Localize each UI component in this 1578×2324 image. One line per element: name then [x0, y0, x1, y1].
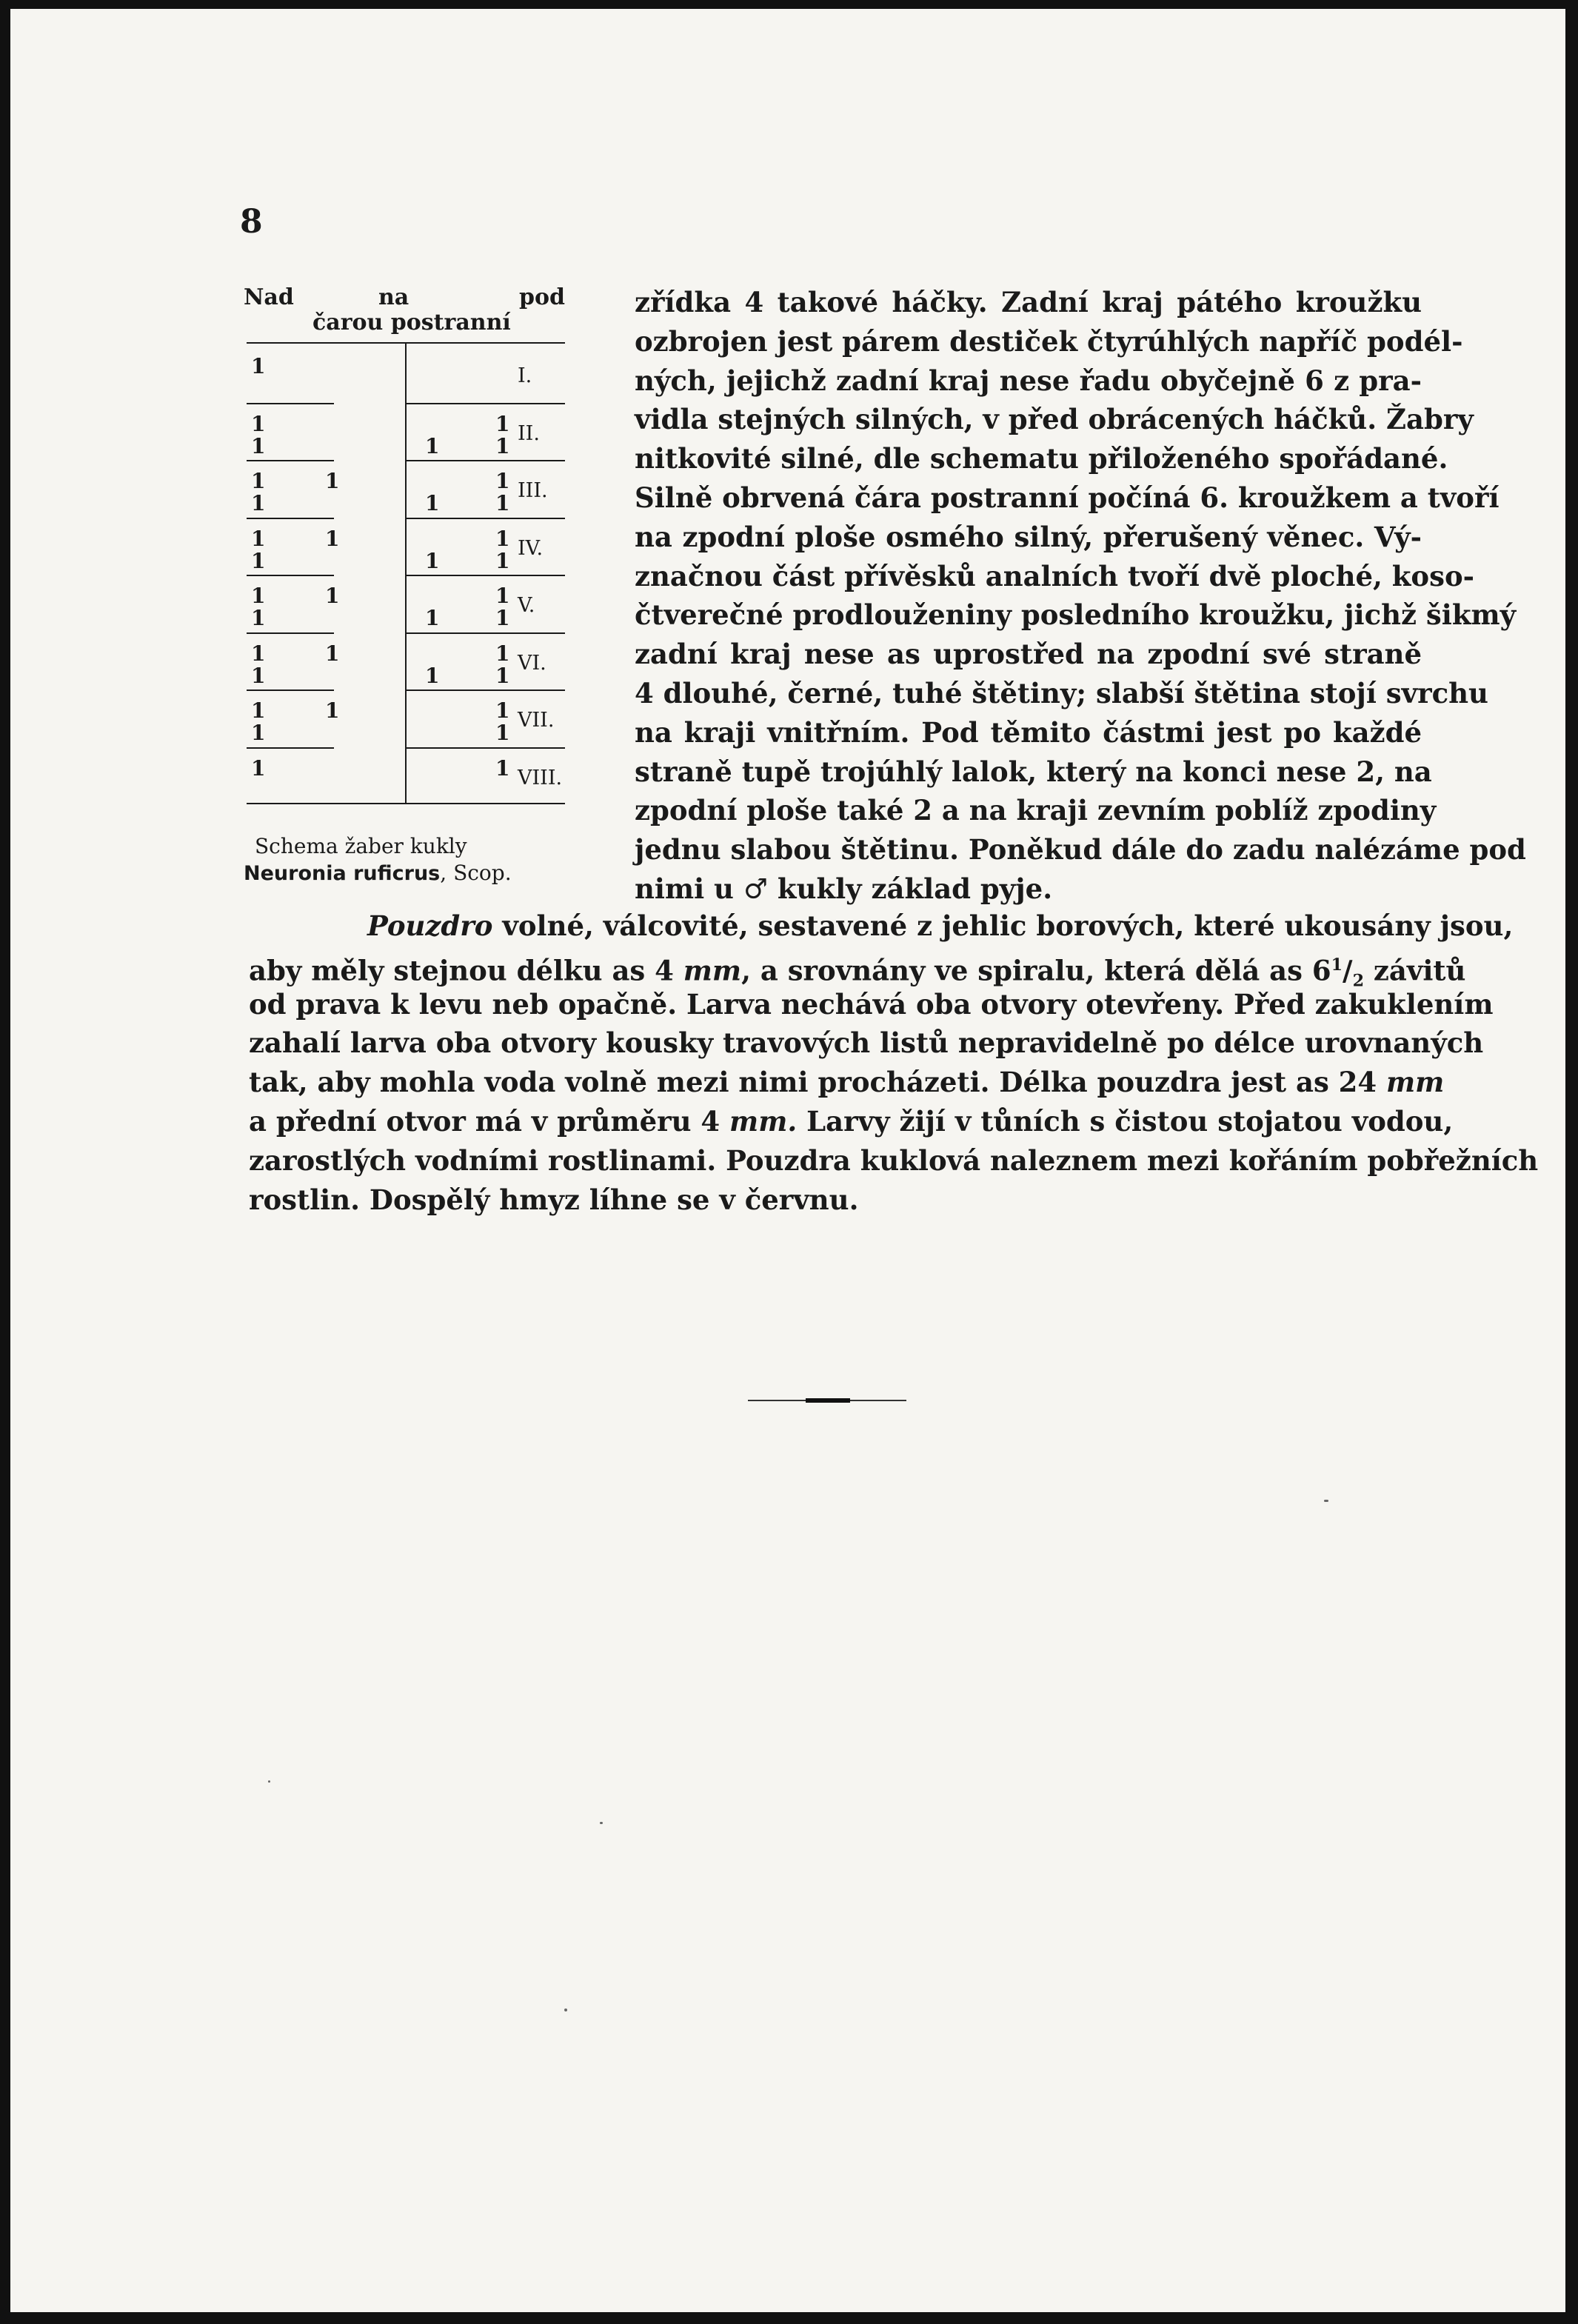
text-line: zřídka 4 takové háčky. Zadní kraj pátého kroužku [635, 286, 1422, 318]
schema-lateral-line [405, 344, 407, 803]
text-line: na kraji vnitřním. Pod těmito částmi jest po každé [635, 715, 1422, 749]
text-fragment: Larvy žijí v tůních s čistou stojatou vodou, [797, 1104, 1454, 1138]
schema-row-rule [247, 689, 334, 691]
gill-count: 1 [425, 491, 440, 515]
gill-count: 1 [495, 663, 510, 688]
speck [1324, 1500, 1328, 1502]
schema-row-rule [247, 403, 334, 404]
gill-count: 1 [251, 584, 266, 608]
gill-count: 1 [251, 606, 266, 630]
schema-row-rule [405, 575, 509, 576]
gill-count: 1 [425, 606, 440, 630]
schema-row-rule [405, 747, 509, 749]
segment-numeral: I. [518, 364, 532, 387]
gill-count: 1 [325, 469, 340, 493]
gill-count: 1 [495, 469, 510, 493]
paragraph-line: od prava k levu neb opačně. Larva nechává oba otvory otevřeny. Před zakuklením [249, 987, 1494, 1021]
italic-term: Pouzdro [367, 909, 493, 942]
gill-schema [236, 284, 577, 892]
right-column-text [635, 283, 1526, 909]
text-fragment: aby měly stejnou délku as 4 [249, 954, 683, 987]
gill-count: 1 [495, 433, 510, 458]
schema-row-rule [405, 518, 509, 519]
schema-bottom-rule [247, 803, 565, 804]
italic-unit: mm [683, 954, 742, 987]
species-author: , Scop. [440, 861, 512, 885]
schema-header-right: pod [519, 284, 565, 310]
schema-row-rule [247, 575, 334, 576]
italic-unit: mm. [729, 1104, 798, 1138]
gill-count: 1 [251, 354, 266, 378]
gill-count: 1 [251, 641, 266, 666]
text-fragment: závitů [1364, 954, 1466, 987]
gill-count: 1 [495, 584, 510, 608]
gill-count: 1 [425, 548, 440, 573]
text-line: čtverečné prodlouženiny posledního kroužku, jichž šikmý [635, 598, 1517, 632]
gill-count: 1 [251, 433, 266, 458]
text-line: 4 dlouhé, černé, tuhé štětiny; slabší štětina stojí svrchu [635, 676, 1488, 709]
page [10, 9, 1565, 2312]
gill-count: 1 [325, 641, 340, 666]
italic-unit: mm [1386, 1066, 1445, 1099]
paragraph-line: rostlin. Dospělý hmyz líhne se v červnu. [249, 1183, 859, 1216]
segment-numeral: VI. [518, 651, 546, 675]
gill-count: 1 [325, 584, 340, 608]
paragraph-line [249, 906, 1514, 946]
gill-count: 1 [251, 698, 266, 723]
schema-header-left: Nad [244, 284, 294, 310]
schema-species-line [244, 861, 512, 885]
gill-count: 1 [495, 755, 510, 781]
gill-count: 1 [495, 698, 510, 723]
speck [600, 1822, 603, 1824]
gill-count: 1 [325, 698, 340, 723]
paragraph-line [249, 1102, 1454, 1141]
segment-numeral: II. [518, 421, 540, 445]
species-name: Neuronia ruficrus [244, 862, 441, 885]
gill-count: 1 [495, 491, 510, 515]
text-line: vidla stejných silných, v před obrácených háčků. Žabry [635, 403, 1474, 436]
section-end-ornament [748, 1398, 906, 1403]
schema-row-rule [247, 518, 334, 519]
text-line: jednu slabou štětinu. Poněkud dále do zadu nalézáme pod [635, 833, 1526, 867]
gill-count: 1 [251, 755, 266, 781]
case-paragraph [249, 906, 1539, 1219]
text-line: Silně obrvená čára postranní počíná 6. kroužkem a tvoří [635, 481, 1500, 514]
schema-row-rule [247, 747, 334, 749]
gill-count: 1 [325, 526, 340, 551]
schema-row-rule [247, 460, 334, 461]
text-line-last [635, 869, 1422, 909]
gill-count: 1 [251, 721, 266, 745]
gill-count: 1 [251, 411, 266, 436]
page-number: 8 [240, 203, 263, 241]
text-fragment: nimi u [635, 872, 734, 905]
gill-count: 1 [495, 721, 510, 745]
gill-count: 1 [495, 526, 510, 551]
paragraph-line: zahalí larva oba otvory kousky travových listů nepravidelně po délce urovnaných [249, 1026, 1484, 1060]
ornament-thick-rule [806, 1398, 850, 1403]
segment-numeral: VII. [518, 709, 555, 732]
gill-count: 1 [251, 491, 266, 515]
schema-row-rule [509, 575, 565, 576]
schema-header-mid: na [378, 284, 409, 310]
text-line: značnou část přívěsků analních tvoří dvě ploché, koso- [635, 559, 1474, 592]
schema-row-rule [405, 403, 509, 404]
gill-count: 1 [251, 548, 266, 573]
schema-caption: Schema žaber kukly [255, 834, 467, 858]
gill-count: 1 [425, 663, 440, 688]
schema-row-rule [509, 518, 565, 519]
male-symbol-icon: ♂ [743, 872, 769, 905]
gill-count: 1 [495, 641, 510, 666]
text-line: zpodní ploše také 2 a na kraji zevním poblíž zpodiny [635, 794, 1437, 827]
schema-row-rule [509, 632, 565, 634]
text-line: zadní kraj nese as uprostřed na zpodní své straně [635, 638, 1422, 671]
gill-count: 1 [251, 526, 266, 551]
segment-numeral: III. [518, 479, 548, 502]
text-fragment: a přední otvor má v průměru 4 [249, 1104, 730, 1138]
text-fragment: , a srovnány ve spiralu, která dělá as 6 [741, 954, 1331, 987]
schema-row-rule [509, 403, 565, 404]
text-line: ozbrojen jest párem destiček čtyrúhlých napříč podél- [635, 324, 1463, 358]
text-fragment: volné, válcovité, sestavené z jehlic borových, které ukousány jsou, [492, 909, 1514, 942]
gill-count: 1 [251, 663, 266, 688]
fraction-denominator: 2 [1352, 971, 1365, 991]
schema-row-rule [509, 460, 565, 461]
text-line: nitkovité silné, dle schematu přiloženého spořádané. [635, 442, 1448, 475]
segment-numeral: V. [518, 594, 535, 617]
fraction-slash: / [1343, 954, 1353, 987]
gill-count: 1 [251, 469, 266, 493]
text-line: straně tupě trojúhlý lalok, který na konci nese 2, na [635, 755, 1432, 788]
gill-count: 1 [495, 606, 510, 630]
paragraph-line [249, 1063, 1445, 1102]
gill-count: 1 [495, 411, 510, 436]
schema-header-sub: čarou postranní [312, 310, 511, 335]
speck [564, 2009, 567, 2011]
schema-row-rule [405, 632, 509, 634]
fraction-numerator: 1 [1331, 955, 1343, 975]
schema-row-rule [509, 689, 565, 691]
speck [268, 1780, 270, 1783]
text-fragment: kukly základ pyje. [777, 872, 1053, 905]
text-line: na zpodní ploše osmého silný, přerušený věnec. Vý- [635, 520, 1422, 553]
gill-count: 1 [425, 433, 440, 458]
paragraph-line [249, 946, 1466, 991]
segment-numeral: VIII. [518, 766, 563, 789]
segment-numeral: IV. [518, 536, 544, 560]
gill-count: 1 [495, 548, 510, 573]
paragraph-line: zarostlých vodními rostlinami. Pouzdra kuklová naleznem mezi kořáním pobřežních [249, 1143, 1539, 1177]
schema-row-rule [405, 689, 509, 691]
schema-row-rule [247, 632, 334, 634]
text-fragment: tak, aby mohla voda volně mezi nimi procházeti. Délka pouzdra jest as 24 [249, 1066, 1387, 1099]
schema-row-rule [509, 747, 565, 749]
schema-row-rule [405, 460, 509, 461]
text-line: ných, jejichž zadní kraj nese řadu obyčejně 6 z pra- [635, 364, 1422, 397]
